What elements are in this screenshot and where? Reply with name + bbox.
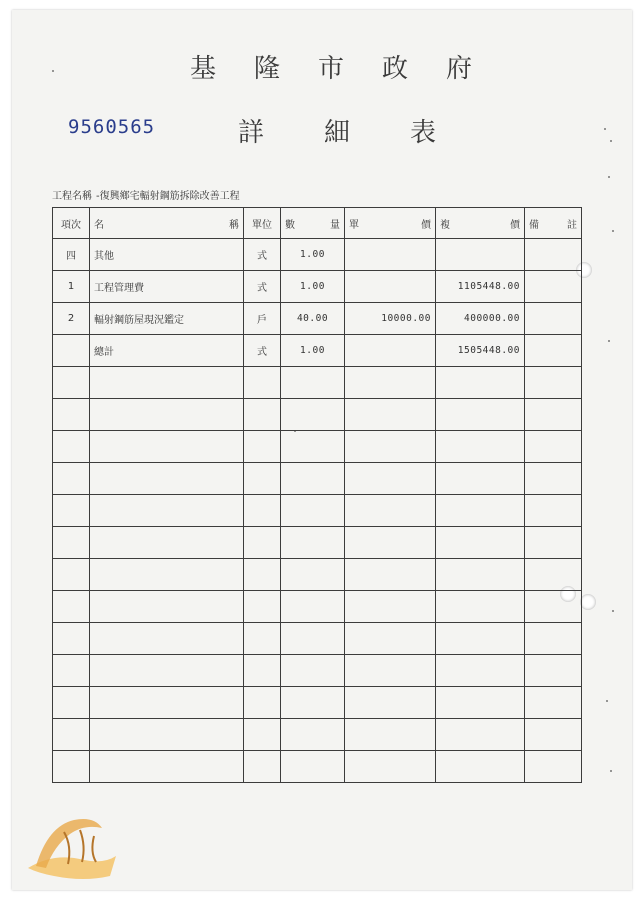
cell-note <box>525 239 582 271</box>
cell-unit <box>244 751 281 783</box>
cell-idx: 2 <box>53 303 90 335</box>
cell-idx <box>53 527 90 559</box>
cell-unit <box>244 399 281 431</box>
cell-qty <box>281 495 345 527</box>
cell-price <box>345 399 436 431</box>
cell-total <box>436 687 525 719</box>
cell-total <box>436 239 525 271</box>
cell-idx: 四 <box>53 239 90 271</box>
cell-total <box>436 495 525 527</box>
cell-price <box>345 527 436 559</box>
cell-name <box>90 399 244 431</box>
table-row-empty <box>53 431 582 463</box>
cell-idx <box>53 399 90 431</box>
organization-title: 基隆市政府 <box>190 54 511 84</box>
cell-price <box>345 719 436 751</box>
header-note <box>525 208 582 239</box>
cell-idx <box>53 623 90 655</box>
cell-unit <box>244 495 281 527</box>
cell-qty: 1.00 <box>281 271 345 303</box>
header-total <box>436 208 525 239</box>
cell-idx: 1 <box>53 271 90 303</box>
cell-idx <box>53 591 90 623</box>
cell-name <box>90 623 244 655</box>
cell-name: 工程管理費 <box>90 271 244 303</box>
cell-name: 其他 <box>90 239 244 271</box>
table-row-empty <box>53 463 582 495</box>
header-name-right: 稱 <box>229 219 239 231</box>
cell-note <box>525 655 582 687</box>
header-price-right: 價 <box>421 219 431 231</box>
cell-unit <box>244 655 281 687</box>
punch-hole-middle-2 <box>580 594 596 610</box>
cell-name <box>90 751 244 783</box>
header-total-right: 價 <box>510 219 520 231</box>
archive-logo-icon <box>24 806 120 882</box>
table-row-empty <box>53 495 582 527</box>
cell-idx <box>53 335 90 367</box>
table-row-empty <box>53 527 582 559</box>
document-number: 9560565 <box>68 116 156 138</box>
cell-idx <box>53 687 90 719</box>
cell-note <box>525 687 582 719</box>
cell-price: 10000.00 <box>345 303 436 335</box>
cell-name <box>90 495 244 527</box>
cell-note <box>525 431 582 463</box>
cell-idx <box>53 655 90 687</box>
table-row-empty <box>53 399 582 431</box>
cell-name <box>90 591 244 623</box>
cell-idx <box>53 559 90 591</box>
cell-idx <box>53 463 90 495</box>
cell-note <box>525 399 582 431</box>
cell-idx <box>53 431 90 463</box>
cell-name <box>90 687 244 719</box>
table-row <box>53 271 582 303</box>
cell-name <box>90 367 244 399</box>
table-header-row <box>53 208 582 239</box>
cell-note <box>525 271 582 303</box>
cell-unit <box>244 527 281 559</box>
cell-note <box>525 495 582 527</box>
cell-qty <box>281 367 345 399</box>
table-row-empty <box>53 655 582 687</box>
cell-unit <box>244 431 281 463</box>
cell-unit <box>244 719 281 751</box>
project-label: 工程名稱 <box>52 191 92 202</box>
table-row <box>53 335 582 367</box>
cell-qty <box>281 559 345 591</box>
cell-price <box>345 623 436 655</box>
cell-price <box>345 431 436 463</box>
table-row-empty <box>53 751 582 783</box>
table-row-empty <box>53 687 582 719</box>
cell-total <box>436 559 525 591</box>
cell-qty <box>281 431 345 463</box>
cell-name <box>90 463 244 495</box>
cell-name <box>90 431 244 463</box>
cell-price <box>345 655 436 687</box>
cell-total <box>436 719 525 751</box>
table-row-empty <box>53 591 582 623</box>
cell-idx <box>53 367 90 399</box>
cell-qty: 40.00 <box>281 303 345 335</box>
cell-price <box>345 271 436 303</box>
cell-unit: 式 <box>244 239 281 271</box>
cell-note <box>525 367 582 399</box>
header-note-right: 註 <box>567 219 577 231</box>
table-row-empty <box>53 623 582 655</box>
cell-name <box>90 655 244 687</box>
cell-unit: 戶 <box>244 303 281 335</box>
cell-total <box>436 655 525 687</box>
cell-qty <box>281 687 345 719</box>
cell-total <box>436 431 525 463</box>
cell-qty <box>281 399 345 431</box>
header-idx: 項次 <box>53 208 90 239</box>
cell-note <box>525 559 582 591</box>
cell-total <box>436 591 525 623</box>
table-row <box>53 303 582 335</box>
detail-table <box>52 207 582 783</box>
table-row <box>53 239 582 271</box>
cell-name: 輻射鋼筋屋現況鑑定 <box>90 303 244 335</box>
cell-price <box>345 367 436 399</box>
cell-idx <box>53 719 90 751</box>
cell-price <box>345 335 436 367</box>
cell-total: 1105448.00 <box>436 271 525 303</box>
header-note-left: 備 <box>529 219 539 231</box>
cell-note <box>525 719 582 751</box>
header-price <box>345 208 436 239</box>
cell-total <box>436 463 525 495</box>
cell-qty <box>281 719 345 751</box>
cell-qty <box>281 591 345 623</box>
cell-total: 400000.00 <box>436 303 525 335</box>
header-name <box>90 208 244 239</box>
cell-total <box>436 751 525 783</box>
cell-unit <box>244 559 281 591</box>
cell-price <box>345 591 436 623</box>
cell-qty <box>281 751 345 783</box>
cell-unit: 式 <box>244 335 281 367</box>
cell-idx <box>53 495 90 527</box>
cell-price <box>345 463 436 495</box>
cell-name <box>90 719 244 751</box>
cell-note <box>525 303 582 335</box>
cell-note <box>525 623 582 655</box>
cell-unit <box>244 367 281 399</box>
cell-unit: 式 <box>244 271 281 303</box>
header-name-left: 名 <box>94 219 104 231</box>
project-name: -復興鄉宅輻射鋼筋拆除改善工程 <box>96 191 240 202</box>
project-name-line <box>52 187 244 202</box>
cell-note <box>525 591 582 623</box>
cell-total <box>436 399 525 431</box>
cell-total <box>436 623 525 655</box>
cell-note <box>525 751 582 783</box>
cell-idx <box>53 751 90 783</box>
cell-price <box>345 687 436 719</box>
cell-qty <box>281 623 345 655</box>
cell-qty <box>281 527 345 559</box>
header-qty <box>281 208 345 239</box>
cell-total <box>436 527 525 559</box>
cell-unit <box>244 463 281 495</box>
cell-qty: 1.00 <box>281 335 345 367</box>
cell-price <box>345 239 436 271</box>
table-row-empty <box>53 367 582 399</box>
header-unit: 單位 <box>244 208 281 239</box>
cell-name <box>90 559 244 591</box>
cell-price <box>345 751 436 783</box>
cell-qty: 1.00 <box>281 239 345 271</box>
cell-name <box>90 527 244 559</box>
cell-price <box>345 495 436 527</box>
cell-total <box>436 367 525 399</box>
cell-unit <box>244 623 281 655</box>
header-total-left: 複 <box>440 219 450 231</box>
cell-price <box>345 559 436 591</box>
table-row-empty <box>53 719 582 751</box>
cell-note <box>525 335 582 367</box>
header-qty-right: 量 <box>330 219 340 231</box>
cell-qty <box>281 655 345 687</box>
cell-note <box>525 463 582 495</box>
cell-qty <box>281 463 345 495</box>
cell-note <box>525 527 582 559</box>
cell-name: 總計 <box>90 335 244 367</box>
document-title: 詳細表 <box>238 118 497 148</box>
cell-total: 1505448.00 <box>436 335 525 367</box>
table-row-empty <box>53 559 582 591</box>
cell-unit <box>244 591 281 623</box>
header-qty-left: 數 <box>285 219 295 231</box>
header-price-left: 單 <box>349 219 359 231</box>
cell-unit <box>244 687 281 719</box>
